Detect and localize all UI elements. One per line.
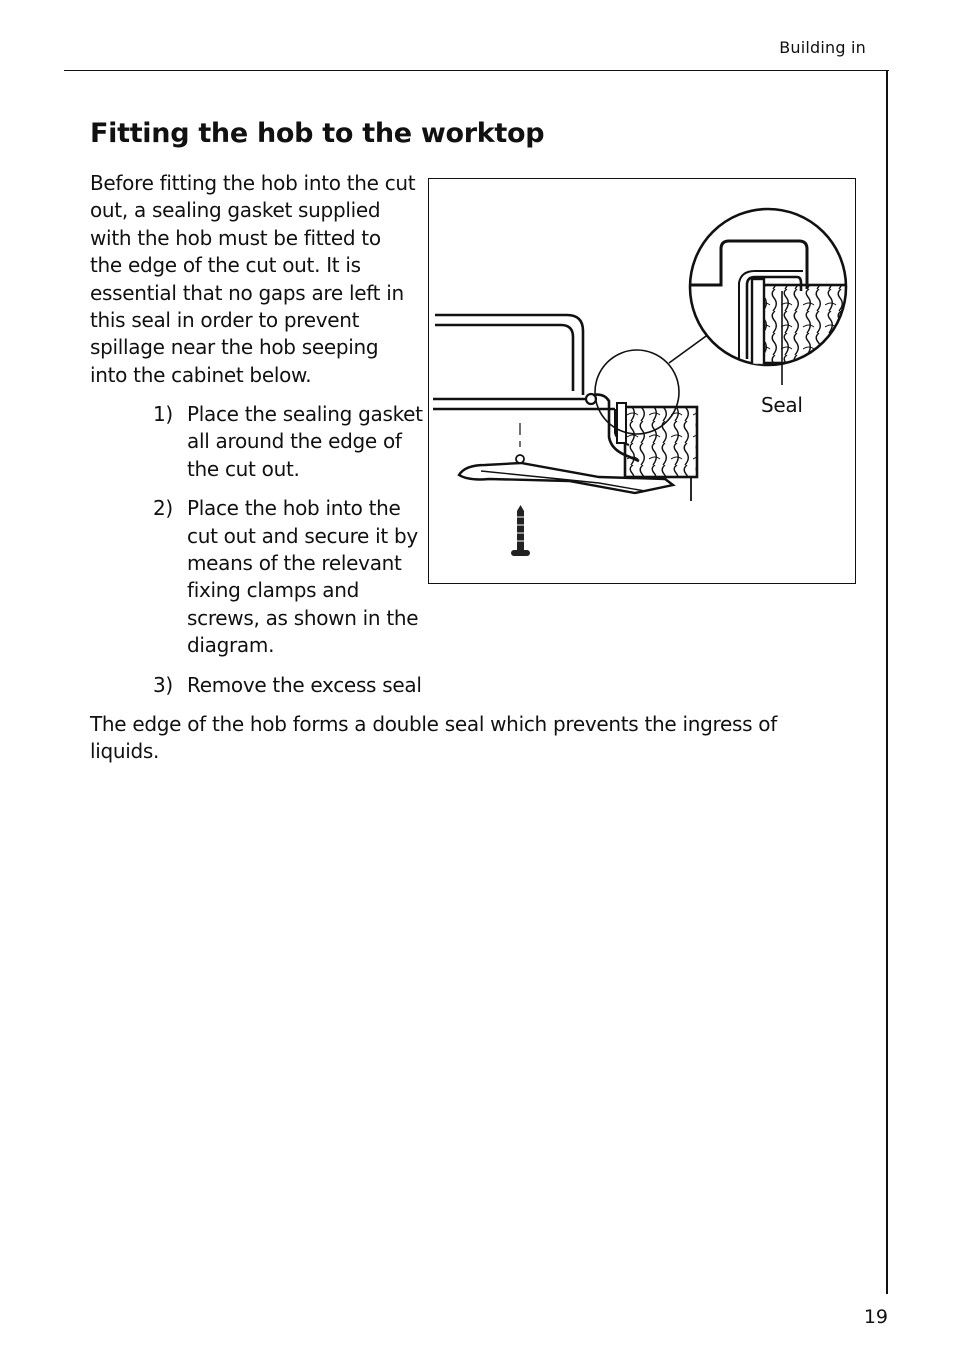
step-number: 1) xyxy=(153,402,173,426)
header-rule xyxy=(64,70,889,71)
header-section-title: Building in xyxy=(779,38,866,57)
margin-rule xyxy=(886,70,888,1294)
step-text: Place the hob into the cut out and secure it by means of the relevant fixing clamps and screws, as shown in the diagram. xyxy=(187,496,419,658)
step-number: 3) xyxy=(153,672,173,697)
step-number: 2) xyxy=(153,496,173,521)
hob-fitting-diagram xyxy=(428,178,856,584)
closing-paragraph: The edge of the hob forms a double seal which prevents the ingress of liquids. xyxy=(90,712,777,764)
page-number: 19 xyxy=(863,1306,888,1328)
list-item xyxy=(153,401,428,483)
page-title: Fitting the hob to the worktop xyxy=(90,118,545,149)
intro-paragraph: Before fitting the hob into the cut out, a sealing gasket supplied with the hob must be fitted to the edge of the cut out. It is essential that no gaps are left in this seal in order to prevent spillage near the hob seeping into the cabinet below. xyxy=(90,171,416,387)
steps-list xyxy=(153,401,428,711)
step-text: Place the sealing gasket all around the edge of the cut out. xyxy=(187,402,423,481)
list-item xyxy=(153,672,428,699)
seal-label: Seal xyxy=(761,393,803,417)
list-item xyxy=(153,495,428,659)
diagram-drawing xyxy=(429,179,857,585)
step-text: Remove the excess seal xyxy=(187,672,422,697)
